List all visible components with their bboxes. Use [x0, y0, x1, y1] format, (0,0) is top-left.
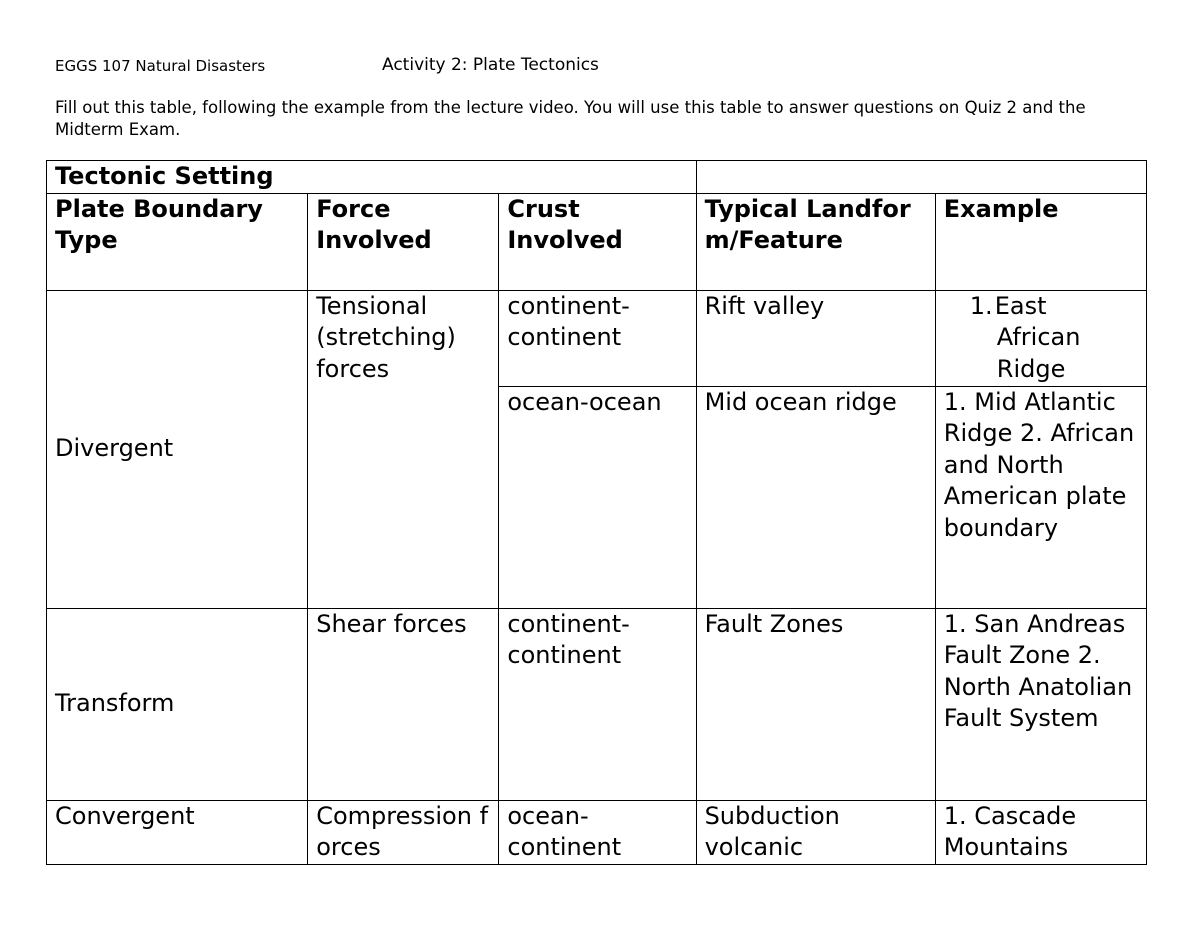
col-header-boundary-type: Plate Boundary Type	[47, 193, 308, 290]
example-line: Ridge	[996, 354, 1066, 383]
crust-transform: continent-continent	[499, 608, 696, 800]
boundary-type-divergent: Divergent	[47, 290, 308, 608]
crust-convergent: ocean-continent	[499, 800, 696, 864]
crust-divergent-oo: ocean-ocean	[499, 386, 696, 608]
col-header-example: Example	[935, 193, 1146, 290]
tectonic-table	[46, 160, 1147, 865]
crust-divergent-cc: continent-continent	[499, 290, 696, 386]
example-divergent-cc	[935, 290, 1146, 386]
force-divergent: Tensional (stretching) forces	[308, 290, 499, 608]
col-header-crust: Crust Involved	[499, 193, 696, 290]
example-transform: 1. San Andreas Fault Zone 2. North Anatolian Fault System	[935, 608, 1146, 800]
force-transform: Shear forces	[308, 608, 499, 800]
col-header-landform: Typical Landform/Feature	[696, 193, 935, 290]
boundary-type-convergent: Convergent	[47, 800, 308, 864]
course-title: EGGS 107 Natural Disasters	[55, 57, 266, 75]
example-line: East	[994, 291, 1047, 320]
force-convergent: Compression forces	[308, 800, 499, 864]
example-list-number: 1.	[969, 291, 993, 320]
example-line: African	[996, 323, 1081, 351]
example-convergent: 1. Cascade Mountains	[935, 800, 1146, 864]
col-header-force: Force Involved	[308, 193, 499, 290]
group-header-row	[47, 161, 1147, 194]
landform-convergent: Subduction volcanic	[696, 800, 935, 864]
table-row-convergent	[47, 800, 1147, 864]
table-row-transform	[47, 608, 1147, 800]
landform-divergent-oo: Mid ocean ridge	[696, 386, 935, 608]
example-divergent-oo: 1. Mid Atlantic Ridge 2. African and North American plate boundary	[935, 386, 1146, 608]
column-header-row	[47, 193, 1147, 290]
boundary-type-transform: Transform	[47, 608, 308, 800]
instructions-text: Fill out this table, following the example from the lecture video. You will use this table to answer questions on Quiz 2 and the Midterm Exam.	[55, 98, 1086, 139]
table-row-divergent-cc	[47, 290, 1147, 386]
group-header-cell: Tectonic Setting	[47, 161, 697, 194]
activity-title: Activity 2: Plate Tectonics	[382, 55, 599, 75]
landform-divergent-cc: Rift valley	[696, 290, 935, 386]
group-header-empty-cell	[696, 161, 1146, 194]
landform-transform: Fault Zones	[696, 608, 935, 800]
